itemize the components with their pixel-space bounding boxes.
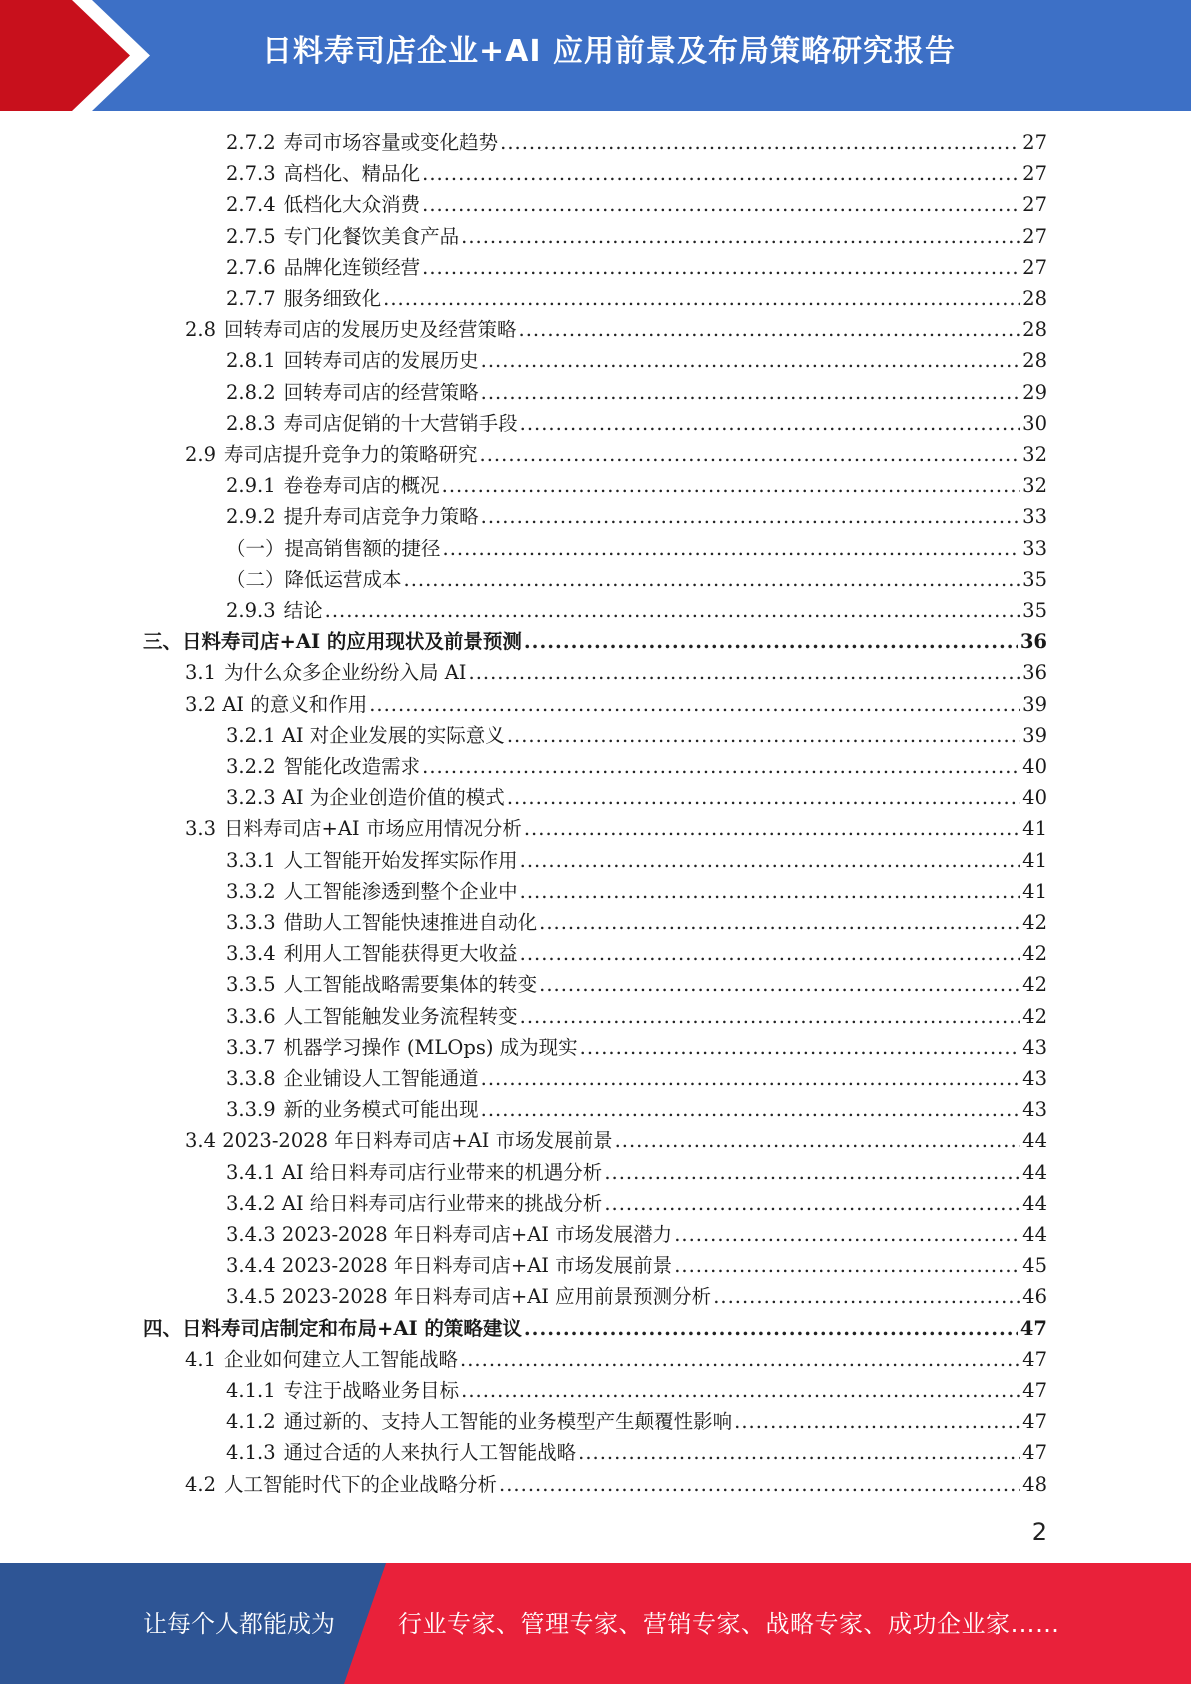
toc-row [0, 1281, 1191, 1312]
toc-section-title: 人工智能触发业务流程转变 [283, 1004, 518, 1028]
toc-section-number: 3.3.1 [226, 848, 276, 872]
toc-entry[interactable] [226, 907, 1047, 938]
toc-leader-dots [383, 283, 1020, 314]
toc-section-title: 3.2.3 AI 为企业创造价值的模式 [226, 786, 505, 810]
toc-section-title: 低档化大众消费 [283, 193, 421, 217]
toc-leader-dots [520, 1001, 1021, 1032]
toc-entry[interactable] [226, 127, 1047, 158]
toc-entry[interactable] [226, 377, 1047, 408]
toc-page-number: 27 [1022, 131, 1047, 154]
toc-row [0, 1188, 1191, 1219]
toc-leader-dots [481, 501, 1021, 532]
toc-row [0, 158, 1191, 189]
toc-section-title: 日料寿司店+AI 市场应用情况分析 [224, 817, 522, 841]
toc-entry[interactable] [226, 283, 1047, 314]
toc-entry[interactable] [226, 564, 1047, 595]
toc-entry[interactable] [226, 408, 1047, 439]
toc-entry[interactable] [185, 689, 1047, 720]
toc-leader-dots [325, 595, 1021, 626]
toc-entry[interactable] [185, 657, 1047, 688]
toc-section-number: 4.2 [185, 1472, 217, 1496]
toc-section-title: 企业如何建立人工智能战略 [224, 1347, 459, 1371]
toc-row [0, 1250, 1191, 1281]
toc-page-number: 44 [1022, 1223, 1047, 1246]
toc-row [0, 1437, 1191, 1468]
toc-section-number: 2.8.3 [226, 411, 276, 435]
toc-section-number: 2.7.3 [226, 162, 276, 186]
toc-section-title: 人工智能开始发挥实际作用 [283, 848, 518, 872]
toc-section-title: 利用人工智能获得更大收益 [283, 942, 518, 966]
toc-page-number: 42 [1022, 911, 1047, 934]
toc-entry[interactable] [226, 1063, 1047, 1094]
toc-page-number: 28 [1022, 349, 1047, 373]
toc-row [0, 221, 1191, 252]
toc-row [0, 314, 1191, 345]
toc-section-number: 3.3.7 [226, 1035, 276, 1059]
toc-leader-dots [461, 221, 1020, 252]
toc-leader-dots [422, 189, 1020, 220]
toc-page-number: 47 [1022, 1441, 1047, 1465]
toc-section-title: 回转寿司店的发展历史及经营策略 [224, 318, 517, 342]
toc-leader-dots [604, 1188, 1020, 1219]
page-footer [0, 1563, 1191, 1684]
toc-leader-dots [369, 689, 1020, 720]
toc-entry[interactable] [226, 845, 1047, 876]
toc-row [0, 1063, 1191, 1094]
report-title: 日料寿司店企业+AI 应用前景及布局策略研究报告 [262, 34, 956, 69]
toc-page-number: 40 [1022, 755, 1047, 778]
toc-leader-dots [481, 1063, 1021, 1094]
toc-entry[interactable] [226, 189, 1047, 220]
toc-section-title: 回转寿司店的发展历史 [283, 349, 479, 373]
toc-section-title: 服务细致化 [283, 287, 382, 310]
toc-leader-dots [539, 969, 1020, 1000]
toc-page-number: 42 [1022, 1004, 1047, 1028]
toc-entry[interactable] [226, 1032, 1047, 1063]
toc-row [0, 626, 1191, 657]
toc-row [0, 907, 1191, 938]
toc-row [0, 720, 1191, 751]
toc-section-number: 3.3.8 [226, 1067, 276, 1090]
toc-row [0, 1125, 1191, 1156]
toc-page-number: 46 [1022, 1285, 1047, 1309]
footer-slogan-right: 行业专家、管理专家、营销专家、战略专家、成功企业家…… [398, 1610, 1060, 1638]
toc-section-number: 4.1.1 [226, 1379, 276, 1402]
toc-leader-dots [524, 626, 1018, 657]
toc-section-title: 人工智能战略需要集体的转变 [283, 973, 538, 997]
toc-leader-dots [422, 252, 1020, 283]
toc-page-number: 47 [1022, 1347, 1047, 1371]
toc-row [0, 127, 1191, 158]
toc-section-number: 3.1 [185, 661, 217, 685]
toc-row [0, 595, 1191, 626]
toc-leader-dots [524, 813, 1020, 844]
toc-row [0, 1001, 1191, 1032]
toc-page-number: 27 [1022, 193, 1047, 217]
toc-section-number: 2.7.4 [226, 193, 276, 217]
toc-section-title: 提升寿司店竞争力策略 [283, 505, 479, 529]
toc-leader-dots [713, 1281, 1020, 1312]
toc-leader-dots [524, 1313, 1018, 1344]
toc-page-number: 43 [1022, 1035, 1047, 1059]
toc-section-title: （一）提高销售额的捷径 [226, 536, 441, 560]
toc-entry[interactable] [226, 1157, 1047, 1188]
toc-page-number: 36 [1019, 630, 1047, 654]
toc-row [0, 1219, 1191, 1250]
toc-section-title: （二）降低运营成本 [226, 567, 402, 591]
toc-section-title: 专注于战略业务目标 [283, 1379, 460, 1402]
toc-entry[interactable] [226, 876, 1047, 907]
toc-row [0, 345, 1191, 376]
toc-row [0, 470, 1191, 501]
toc-entry[interactable] [226, 1375, 1047, 1406]
toc-entry[interactable] [226, 720, 1047, 751]
toc-section-number: 2.7.6 [226, 255, 276, 279]
toc-section-title: 寿司市场容量或变化趋势 [283, 131, 499, 154]
toc-section-title: 通过新的、支持人工智能的业务模型产生颠覆性影响 [283, 1410, 733, 1434]
toc-section-title: 3.4 2023-2028 年日料寿司店+AI 市场发展前景 [185, 1129, 613, 1153]
toc-section-number: 2.9.2 [226, 505, 276, 529]
toc-row [0, 533, 1191, 564]
toc-section-title: 三、日料寿司店+AI 的应用现状及前景预测 [143, 630, 522, 654]
toc-page-number: 39 [1022, 692, 1047, 716]
toc-section-title: 寿司店促销的十大营销手段 [283, 411, 518, 435]
toc-section-title: 结论 [283, 599, 323, 622]
toc-section-title: 通过合适的人来执行人工智能战略 [283, 1441, 577, 1465]
toc-row [0, 1313, 1191, 1344]
toc-page-number: 32 [1022, 443, 1047, 466]
toc-row [0, 751, 1191, 782]
toc-section-title: 回转寿司店的经营策略 [283, 380, 479, 404]
toc-row [0, 876, 1191, 907]
toc-entry[interactable] [226, 221, 1047, 252]
toc-page-number: 42 [1022, 973, 1047, 997]
toc-page-number: 47 [1022, 1410, 1047, 1434]
toc-row [0, 1032, 1191, 1063]
toc-leader-dots [539, 907, 1020, 938]
toc-row [0, 1469, 1191, 1500]
toc-leader-dots [520, 408, 1021, 439]
toc-entry[interactable] [226, 1437, 1047, 1468]
toc-section-number: 2.8.1 [226, 349, 276, 373]
toc-leader-dots [519, 314, 1021, 345]
toc-leader-dots [460, 1344, 1020, 1375]
toc-page-number: 41 [1022, 817, 1047, 841]
toc-entry[interactable] [143, 1313, 1047, 1344]
toc-section-number: 3.3.6 [226, 1004, 276, 1028]
toc-leader-dots [507, 782, 1020, 813]
toc-entry[interactable] [185, 314, 1047, 345]
toc-page-number: 40 [1022, 786, 1047, 810]
toc-entry[interactable] [185, 1125, 1047, 1156]
toc-page-number: 47 [1022, 1379, 1047, 1402]
toc-section-title: 专门化餐饮美食产品 [283, 224, 460, 248]
toc-row [0, 252, 1191, 283]
toc-entry[interactable] [185, 1344, 1047, 1375]
toc-leader-dots [443, 533, 1021, 564]
toc-entry[interactable] [226, 1250, 1047, 1281]
header-arrow-red [0, 0, 130, 111]
toc-page-number: 39 [1022, 723, 1047, 747]
toc-entry[interactable] [226, 1406, 1047, 1437]
toc-section-title: 为什么众多企业纷纷入局 AI [224, 661, 467, 685]
toc-entry[interactable] [226, 158, 1047, 189]
toc-section-number: 3.3.4 [226, 942, 276, 966]
toc-page-number: 27 [1022, 162, 1047, 186]
page-header [0, 0, 1191, 111]
toc-leader-dots [422, 158, 1020, 189]
toc-leader-dots [499, 1469, 1020, 1500]
toc-row [0, 689, 1191, 720]
toc-row [0, 1157, 1191, 1188]
toc-entry[interactable] [226, 252, 1047, 283]
toc-leader-dots [674, 1250, 1020, 1281]
toc-row [0, 1406, 1191, 1437]
toc-row [0, 501, 1191, 532]
toc-section-number: 3.3 [185, 817, 217, 841]
footer-slogan-left: 让每个人都能成为 [143, 1610, 335, 1638]
toc-page-number: 35 [1022, 599, 1047, 622]
toc-entry[interactable] [226, 1281, 1047, 1312]
toc-row [0, 377, 1191, 408]
toc-section-number: 2.8.2 [226, 380, 276, 404]
toc-entry[interactable] [226, 470, 1047, 501]
toc-leader-dots [461, 1375, 1020, 1406]
toc-page-number: 48 [1022, 1472, 1047, 1496]
toc-section-title: 人工智能时代下的企业战略分析 [224, 1472, 498, 1496]
toc-page-number: 30 [1022, 411, 1047, 435]
toc-leader-dots [422, 751, 1020, 782]
toc-section-title: 企业铺设人工智能通道 [283, 1067, 479, 1090]
toc-page-number: 33 [1022, 536, 1047, 560]
toc-page-number: 32 [1022, 474, 1047, 498]
toc-section-title: 新的业务模式可能出现 [283, 1098, 479, 1122]
toc-section-number: 4.1.3 [226, 1441, 276, 1465]
toc-leader-dots [520, 938, 1021, 969]
toc-row [0, 813, 1191, 844]
toc-page-number: 28 [1022, 318, 1047, 342]
toc-row [0, 189, 1191, 220]
toc-section-number: 2.7.5 [226, 224, 276, 248]
toc-row [0, 782, 1191, 813]
toc-page-number: 44 [1022, 1160, 1047, 1184]
toc-page-number: 44 [1022, 1191, 1047, 1215]
toc-page-number: 28 [1022, 287, 1047, 310]
toc-page-number: 35 [1022, 567, 1047, 591]
toc-entry[interactable] [185, 439, 1047, 470]
toc-row [0, 283, 1191, 314]
toc-leader-dots [442, 470, 1021, 501]
toc-page-number: 44 [1022, 1129, 1047, 1153]
toc-page-number: 33 [1022, 505, 1047, 529]
toc-entry[interactable] [185, 813, 1047, 844]
toc-section-title: 机器学习操作 (MLOps) 成为现实 [283, 1035, 578, 1059]
toc-row [0, 845, 1191, 876]
toc-leader-dots [404, 564, 1021, 595]
toc-leader-dots [520, 876, 1021, 907]
toc-page-number: 43 [1022, 1067, 1047, 1090]
toc-entry[interactable] [226, 345, 1047, 376]
toc-page-number: 29 [1022, 380, 1047, 404]
toc-leader-dots [507, 720, 1020, 751]
toc-row [0, 1375, 1191, 1406]
page-number: 2 [1031, 1518, 1047, 1546]
toc-section-number: 3.3.9 [226, 1098, 276, 1122]
toc-page-number: 27 [1022, 255, 1047, 279]
toc-section-title: 四、日料寿司店制定和布局+AI 的策略建议 [143, 1316, 522, 1340]
toc-entry[interactable] [226, 1001, 1047, 1032]
toc-leader-dots [578, 1437, 1020, 1468]
toc-section-title: 人工智能渗透到整个企业中 [283, 879, 518, 903]
toc-leader-dots [734, 1406, 1020, 1437]
toc-row [0, 938, 1191, 969]
toc-section-number: 4.1.2 [226, 1410, 276, 1434]
toc-leader-dots [580, 1032, 1021, 1063]
toc-row [0, 564, 1191, 595]
toc-leader-dots [481, 1094, 1021, 1125]
toc-section-number: 3.2.2 [226, 755, 276, 778]
toc-entry[interactable] [226, 782, 1047, 813]
toc-row [0, 657, 1191, 688]
toc-section-title: 3.4.2 AI 给日料寿司店行业带来的挑战分析 [226, 1191, 603, 1215]
toc-entry[interactable] [143, 626, 1047, 657]
toc-leader-dots [674, 1219, 1020, 1250]
toc-entry[interactable] [226, 501, 1047, 532]
toc-section-number: 2.7.2 [226, 131, 276, 154]
toc-leader-dots [500, 127, 1020, 158]
toc-entry[interactable] [226, 595, 1047, 626]
toc-page-number: 42 [1022, 942, 1047, 966]
header-arrow-icon [0, 0, 170, 111]
toc-row [0, 969, 1191, 1000]
toc-section-title: 3.4.5 2023-2028 年日料寿司店+AI 应用前景预测分析 [226, 1285, 712, 1309]
toc-section-number: 2.9 [185, 443, 217, 466]
toc-row [0, 408, 1191, 439]
toc-page-number: 36 [1022, 661, 1047, 685]
toc-leader-dots [481, 377, 1021, 408]
toc-page-number: 27 [1022, 224, 1047, 248]
toc-section-title: 3.2.1 AI 对企业发展的实际意义 [226, 723, 505, 747]
toc-row [0, 1344, 1191, 1375]
toc-leader-dots [481, 345, 1021, 376]
toc-entry[interactable] [226, 1094, 1047, 1125]
toc-section-number: 2.8 [185, 318, 217, 342]
toc-leader-dots [520, 845, 1021, 876]
toc-entry[interactable] [226, 1219, 1047, 1250]
toc-section-title: 3.4.4 2023-2028 年日料寿司店+AI 市场发展前景 [226, 1254, 673, 1278]
toc-section-number: 2.7.7 [226, 287, 276, 310]
toc-section-number: 2.9.3 [226, 599, 276, 622]
toc-page-number: 41 [1022, 879, 1047, 903]
toc-page-number: 45 [1022, 1254, 1047, 1278]
toc-entry[interactable] [185, 1469, 1047, 1500]
toc-section-number: 3.3.5 [226, 973, 276, 997]
toc-entry[interactable] [226, 533, 1047, 564]
toc-section-number: 2.9.1 [226, 474, 276, 498]
toc-page-number: 41 [1022, 848, 1047, 872]
toc-leader-dots [604, 1157, 1020, 1188]
toc-row [0, 1094, 1191, 1125]
toc-leader-dots [469, 657, 1021, 688]
toc-entry[interactable] [226, 969, 1047, 1000]
toc-section-title: 智能化改造需求 [283, 755, 421, 778]
toc-section-number: 3.3.3 [226, 911, 276, 934]
toc-leader-dots [615, 1125, 1021, 1156]
toc-section-title: 3.4.1 AI 给日料寿司店行业带来的机遇分析 [226, 1160, 603, 1184]
toc-entry[interactable] [226, 938, 1047, 969]
toc-section-title: 借助人工智能快速推进自动化 [283, 911, 538, 934]
toc-section-number: 4.1 [185, 1347, 217, 1371]
toc-page-number: 43 [1022, 1098, 1047, 1122]
toc-section-title: 卷卷寿司店的概况 [283, 474, 440, 498]
toc-leader-dots [480, 439, 1021, 470]
toc-entry[interactable] [226, 1188, 1047, 1219]
toc-section-title: 3.2 AI 的意义和作用 [185, 692, 368, 716]
toc-section-title: 3.4.3 2023-2028 年日料寿司店+AI 市场发展潜力 [226, 1223, 673, 1246]
toc-section-number: 3.3.2 [226, 879, 276, 903]
toc-section-title: 高档化、精品化 [283, 162, 421, 186]
toc-entry[interactable] [226, 751, 1047, 782]
toc-section-title: 寿司店提升竞争力的策略研究 [224, 443, 478, 466]
toc-page-number: 47 [1019, 1316, 1047, 1340]
toc-section-title: 品牌化连锁经营 [283, 255, 421, 279]
toc-row [0, 439, 1191, 470]
